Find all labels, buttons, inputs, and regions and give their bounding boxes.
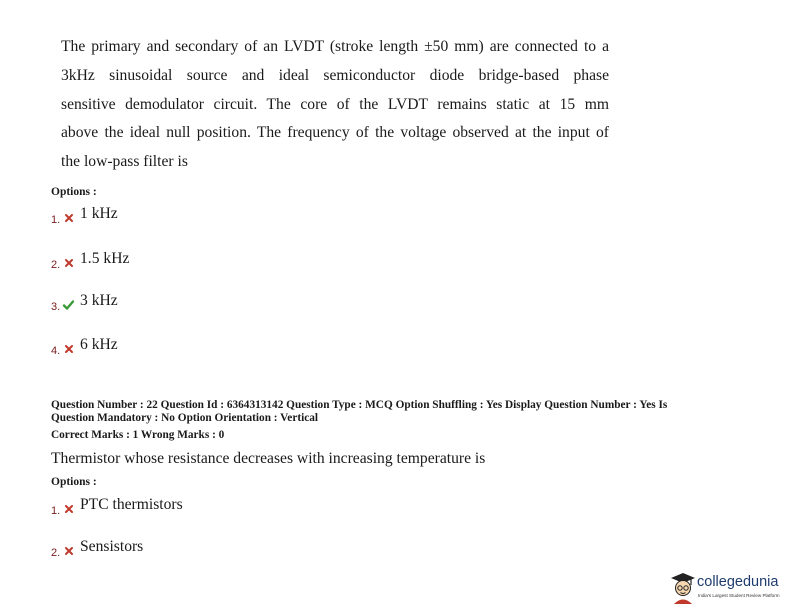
cross-icon <box>63 545 75 557</box>
question-meta-line-1: Question Number : 22 Question Id : 6364313142 Question Type : MCQ Option Shuffling : Yes Display Question Number : Yes Is <box>51 399 668 411</box>
option-text: Sensistors <box>80 538 144 555</box>
brand-name: collegedunia <box>697 574 779 590</box>
graduate-mascot-icon <box>670 571 696 605</box>
option-text: 1.5 kHz <box>80 250 130 267</box>
question-line-1: The primary and secondary of an LVDT (stroke length ±50 mm) are connected to a <box>61 38 609 55</box>
option-text: 1 kHz <box>80 205 118 222</box>
question-meta-line-2: Question Mandatory : No Option Orientation : Vertical <box>51 412 319 424</box>
question-text: Thermistor whose resistance decreases with increasing temperature is <box>51 450 486 467</box>
question-line-2: 3kHz sinusoidal source and ideal semiconductor diode bridge-based phase <box>61 67 609 84</box>
brand-tagline: India's Largest Student Review Platform <box>698 593 780 598</box>
cross-icon <box>63 503 75 515</box>
question-line-5: the low-pass filter is <box>61 153 188 170</box>
option-text: PTC thermistors <box>80 496 183 513</box>
option-number: 1. <box>51 505 61 517</box>
cross-icon <box>63 212 75 224</box>
option-text: 3 kHz <box>80 292 118 309</box>
options-label: Options : <box>51 186 97 198</box>
cross-icon <box>63 343 75 355</box>
check-icon <box>61 299 76 311</box>
question-line-4: above the ideal null position. The frequency of the voltage observed at the input of <box>61 124 609 141</box>
option-number: 4. <box>51 345 61 357</box>
cross-icon <box>63 257 75 269</box>
collegedunia-logo <box>670 571 785 607</box>
option-text: 6 kHz <box>80 336 118 353</box>
options-label: Options : <box>51 476 97 488</box>
question-marks: Correct Marks : 1 Wrong Marks : 0 <box>51 429 225 441</box>
option-number: 1. <box>51 214 61 226</box>
option-number: 2. <box>51 259 61 271</box>
option-number: 2. <box>51 547 61 559</box>
question-line-3: sensitive demodulator circuit. The core of the LVDT remains static at 15 mm <box>61 96 609 113</box>
option-number: 3. <box>51 301 61 313</box>
